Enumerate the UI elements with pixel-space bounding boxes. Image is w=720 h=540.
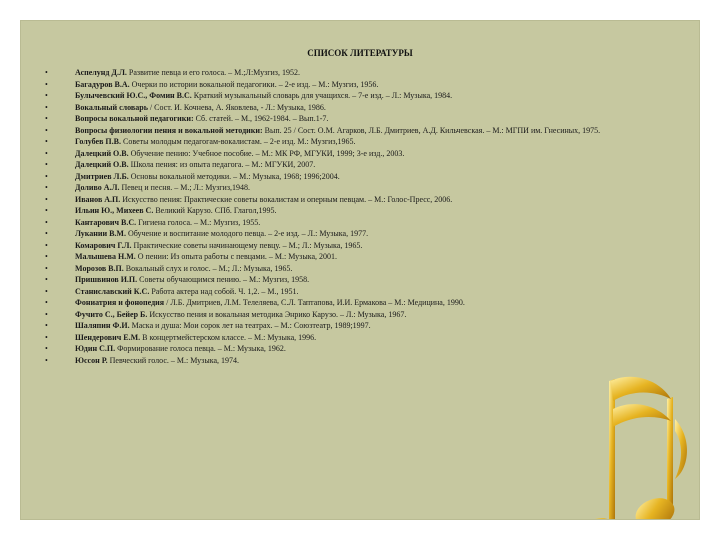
reference-text: Краткий музыкальный словарь для учащихся. – 7-е изд. – Л.: Музыка, 1984. <box>191 91 453 100</box>
reference-item <box>45 194 695 206</box>
reference-item <box>45 332 695 344</box>
reference-item <box>45 309 695 321</box>
reference-item <box>45 136 695 148</box>
reference-author: Вопросы физиологии пения и вокальной методики: <box>75 125 263 135</box>
reference-item <box>45 251 695 263</box>
reference-author: Вопросы вокальной педагогики: <box>75 114 194 123</box>
reference-item <box>45 274 695 286</box>
reference-item <box>45 125 695 137</box>
reference-author: Комарович Г.Л. <box>75 240 132 250</box>
reference-item <box>45 90 695 102</box>
slide <box>20 20 700 520</box>
reference-author: Фучито С., Бейер Б. <box>75 309 148 319</box>
reference-text: Искусство пения и вокальная методика Энрико Карузо. – Л.: Музыка, 1967. <box>147 309 407 319</box>
reference-author: Голубев П.В. <box>75 137 121 146</box>
reference-author: Шаляпин Ф.И. <box>75 321 130 330</box>
reference-item <box>45 263 695 275</box>
reference-author: Багадуров В.А. <box>75 79 130 89</box>
reference-text: Искусство пения: Практические советы вокалистам и оперным певцам. – М.: Голос-Пресс, 2006. <box>120 194 453 204</box>
reference-author: Булычевский Ю.С., Фомин В.С. <box>75 91 192 100</box>
reference-text: Практические советы начинающему певцу. – М.; Л.: Музыка, 1965. <box>131 240 363 250</box>
reference-text: Сб. статей. – М., 1962-1984. – Вып.1-7. <box>193 114 329 123</box>
reference-text: Гигиена голоса. – М.: Музгиз, 1955. <box>136 217 261 227</box>
reference-author: Далецкий О.В. <box>75 160 129 169</box>
reference-text: Школа пения: из опыта педагога. – М.: МГУКИ, 2007. <box>128 160 316 169</box>
reference-item <box>45 320 695 332</box>
reference-item <box>45 217 695 229</box>
reference-author: Вокальный словарь <box>75 102 148 112</box>
reference-author: Станиславский К.С. <box>75 286 150 296</box>
reference-author: Юдин С.П. <box>75 344 116 353</box>
reference-text: Очерки по истории вокальной педагогики. – 2-е изд. – М.: Музгиз, 1956. <box>129 79 379 89</box>
gold-music-notes-icon <box>571 361 700 520</box>
reference-text: Формирование голоса певца. – М.: Музыка, 1962. <box>115 344 286 353</box>
reference-author: Морозов В.П. <box>75 263 124 273</box>
reference-text: О пении: Из опыта работы с певцами. – М.: Музыка, 2001. <box>135 252 338 261</box>
reference-author: Иванов А.П. <box>75 194 121 204</box>
reference-text: Работа актера над собой. Ч. 1,2. – М., 1951. <box>149 286 299 296</box>
reference-item <box>45 67 695 79</box>
reference-item <box>45 297 695 309</box>
reference-author: Малышева Н.М. <box>75 252 136 261</box>
reference-item <box>45 148 695 160</box>
reference-text: В концертмейстерском классе. – М.: Музыка, 1996. <box>140 332 317 342</box>
reference-item <box>45 113 695 125</box>
reference-item <box>45 79 695 91</box>
reference-text: / Сост. И. Кочнева, А. Яковлева, - Л.: Музыка, 1986. <box>147 102 326 112</box>
reference-text: Певец и песня. – М.; Л.: Музгиз,1948. <box>119 183 250 192</box>
reference-author: Фониатрия и фонопедия <box>75 298 165 307</box>
reference-author: Пришвинов И.П. <box>75 275 138 284</box>
reference-item <box>45 159 695 171</box>
reference-text: Маска и душа: Мои сорок лет на театрах. – М.: Союзтеатр, 1989;1997. <box>129 321 371 330</box>
reference-text: Советы обучающимся пению. – М.: Музгиз, 1958. <box>137 275 310 284</box>
reference-author: Юссон Р. <box>75 355 108 365</box>
reference-text: Великий Карузо. СПб. Глагол,1995. <box>153 206 277 215</box>
reference-text: Основы вокальной методики. – М.: Музыка, 1968; 1996;2004. <box>128 171 340 181</box>
reference-item <box>45 171 695 183</box>
reference-author: Дмитриев Л.Б. <box>75 171 129 181</box>
reference-item <box>45 228 695 240</box>
reference-item <box>45 205 695 217</box>
reference-text: / Л.Б. Дмитриев, Л.М. Телеляева, С.Л. Таптапова, И.И. Ермакова – М.: Медицина, 1990. <box>164 298 465 307</box>
reference-text: Обучение и воспитание молодого певца. – 2-е изд. – Л.: Музыка, 1977. <box>125 229 369 238</box>
reference-author: Кантарович В.С. <box>75 217 137 227</box>
reference-text: Советы молодым педагогам-вокалистам. – 2-е изд. М.: Музгиз,1965. <box>121 137 356 146</box>
reference-list <box>45 67 695 366</box>
reference-author: Далецкий О.В. <box>75 148 129 158</box>
reference-text: Вокальный слух и голос. – М.; Л.: Музыка, 1965. <box>123 263 293 273</box>
reference-item <box>45 286 695 298</box>
reference-author: Доливо А.Л. <box>75 183 120 192</box>
reference-author: Лукании В.М. <box>75 229 126 238</box>
reference-text: Вып. 25 / Сост. О.М. Агарков, Л.Б. Дмитриев, А.Д. Кильчевская. – М.: МГПИ им. Гнесиных, 1975. <box>262 125 601 135</box>
reference-text: Певческий голос. – М.: Музыка, 1974. <box>107 355 240 365</box>
reference-item <box>45 343 695 355</box>
reference-author: Аспелунд Д.Л. <box>75 68 127 77</box>
reference-item <box>45 240 695 252</box>
page-title: СПИСОК ЛИТЕРАТУРЫ <box>307 48 413 58</box>
reference-text: Развитие певца и его голоса. – М.;Л:Музгиз, 1952. <box>126 68 300 77</box>
reference-text: Обучение пению: Учебное пособие. – М.: МК РФ, МГУКИ, 1999; 3-е изд., 2003. <box>128 148 405 158</box>
reference-author: Ильин Ю., Михеев С. <box>75 206 154 215</box>
reference-author: Шендерович Е.М. <box>75 332 141 342</box>
reference-item <box>45 102 695 114</box>
reference-item <box>45 182 695 194</box>
